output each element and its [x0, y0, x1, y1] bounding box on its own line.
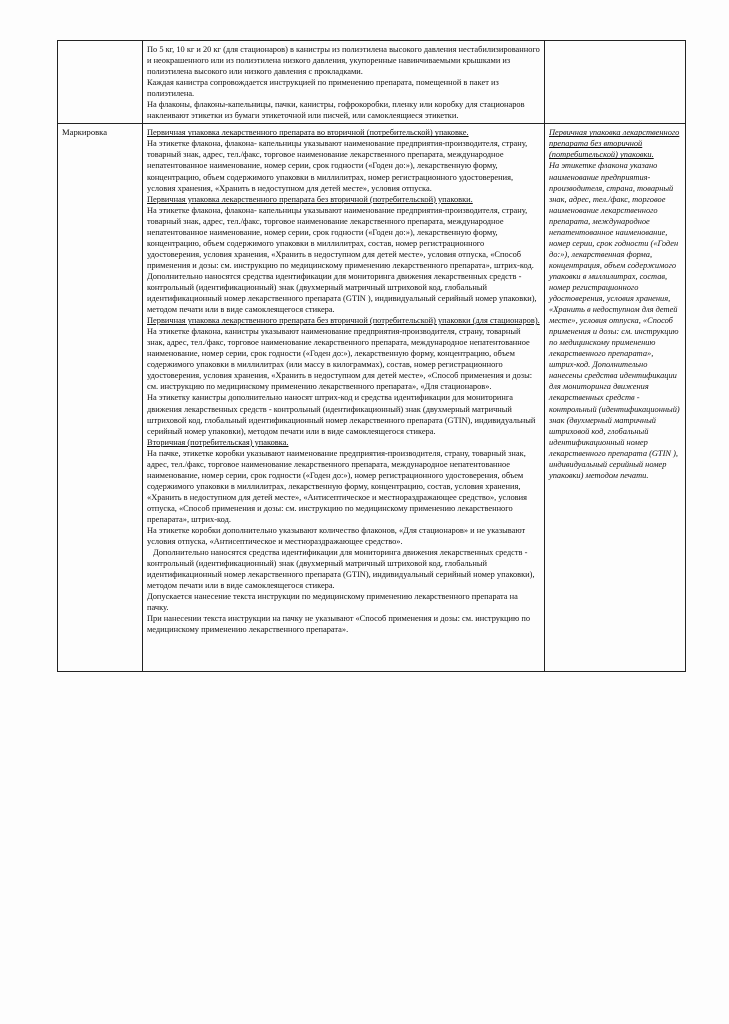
paragraph: На флаконы, флаконы-капельницы, пачки, канистры, гофрокоробки, пленку или коробку для стационаров наклеивают этикетки из бумаги этикеточной или писчей, или самоклеящиеся этикетки.	[147, 100, 525, 121]
paragraph: Дополнительно наносятся средства идентификации для мониторинга движения лекарственных средств - контрольный (идентификационный) знак (двухмерный матричный штриховой код, глобальный идентификационный номер лекарственного препарата (GTIN ), индивидуальный серийный номер упаковки), методом печати или в виде самоклеящегося стикера.	[147, 271, 537, 315]
paragraph: Каждая канистра сопровождается инструкцией по применению препарата, помещенной в пакет из полиэтилена.	[147, 78, 499, 99]
row-label-cell	[58, 124, 143, 672]
section-heading: Первичная упаковка лекарственного препарата во вторичной (потребительской) упаковке.	[147, 128, 469, 138]
spacer	[147, 635, 540, 669]
row-label: Маркировка	[62, 127, 108, 138]
paragraph: На этикетке флакона, флакона- капельницы указывают наименование предприятия-производителя, страну, товарный знак, адрес, тел./факс, торговое наименование лекарственного препарата, международное непатентованное наименование, номер серии, срок годности («Годен до:»), лекарственную форму, концентрацию, объем содержимого упаковки в миллилитрах, состав, номер регистрационного удостоверения, условия хранения, «Хранить в недоступном для детей месте», условия отпуска, «Способ применения и дозы: см. инструкцию по медицинскому применению лекарственного препарата», штрих-код.	[147, 205, 534, 270]
document-table	[57, 40, 686, 672]
paragraph: Допускается нанесение текста инструкции по медицинскому применению лекарственного препарата на пачку.	[147, 592, 518, 613]
section-heading: Вторичная (потребительская) упаковка.	[147, 437, 289, 447]
row-label-cell	[58, 41, 143, 124]
paragraph: При нанесении текста инструкции на пачку не указывают «Способ применения и дозы: см. инструкцию по медицинскому применению лекарственного препарата».	[147, 614, 531, 635]
main-text-cell	[143, 41, 545, 124]
paragraph: На пачке, этикетке коробки указывают наименование предприятия-производителя, страну, товарный знак, адрес, тел./факс, торговое наименование лекарственного препарата, международное непатентованное наименование, номер серии, срок годности («Годен до:»), номер регистрационного удостоверения, объем содержимого упаковки в миллилитрах, лекарственную форму, концентрацию, состав, условия хранения, «Хранить в недоступном для детей месте», «Антисептическое и местнораздражающее средство», условия отпуска, «Способ применения и дозы: см. инструкцию по медицинскому применению лекарственного препарата», штрих-код.	[147, 448, 527, 524]
section-heading: Первичная упаковка лекарственного препарата без вторичной (потребительской) упаковки (для стационаров).	[147, 316, 540, 326]
paragraph: На этикетке флакона, флакона- капельницы указывают наименование предприятия-производителя, страну, товарный знак, адрес, тел./факс, торговое наименование лекарственного препарата, международное непатентованное наименование, номер серии, срок годности («Годен до:»), лекарственную форму, концентрацию, объем содержимого упаковки в миллилитрах, номер регистрационного удостоверения, условия хранения, «Хранить в недоступном для детей месте», условия отпуска.	[147, 139, 528, 193]
table-row-packaging	[58, 41, 686, 124]
main-text-cell	[143, 124, 545, 672]
section-heading: Первичная упаковка лекарственного препарата без вторичной (потребительской) упаковки.	[147, 194, 473, 204]
paragraph: По 5 кг, 10 кг и 20 кг (для стационаров) в канистры из полиэтилена высокого давления нестабилизированного и неокрашенного или из полиэтилена низкого давления, укупоренные навинчиваемыми крышками из полиэтилена высокого или низкого давления с прокладками.	[147, 45, 540, 77]
paragraph: Дополнительно наносятся средства идентификации для мониторинга движения лекарственных средств - контрольный (идентификационный) знак (двухмерный матричный штриховой код, глобальный идентификационный номер лекарственного препарата (GTIN), индивидуальный серийный номер упаковки), методом печати или в виде самоклеящегося стикера.	[147, 548, 535, 591]
table-row-marking	[58, 124, 686, 672]
note-heading: Первичная упаковка лекарственного препарата без вторичной (потребительской) упаковки.	[549, 128, 680, 160]
note-cell	[545, 124, 686, 672]
paragraph: На этикетку канистры дополнительно наносят штрих-код и средства идентификации для мониторинга движения лекарственных средств - контрольный (идентификационный) знак (двухмерный матричный штриховой код, глобальный идентификационный номер лекарственного препарата (GTIN), индивидуальный серийный номер упаковки), методом печати или в виде самоклеящегося стикера.	[147, 393, 536, 436]
paragraph: На этикетке флакона, канистры указывают наименование предприятия-производителя, страну, товарный знак, адрес, тел./факс, торговое наименование лекарственного препарата, международное непатентованное наименование, номер серии, срок годности («Годен до:»), лекарственную форму, концентрацию, объем содержимого упаковки в миллилитрах (или массу в килограммах), состав, номер регистрационного удостоверения, условия хранения, «Хранить в недоступном для детей месте», «Способ применения и дозы: см. инструкцию по медицинскому применению лекарственного препарата», «Для стационаров».	[147, 327, 533, 392]
paragraph: На этикетке коробки дополнительно указывают количество флаконов, «Для стационаров» и не указывают условия отпуска, «Антисептическое и местнораздражающее средство».	[147, 526, 526, 547]
note-paragraph: На этикетке флакона указано наименование предприятия-производителя, страна, товарный знак, адрес, тел./факс, торговое наименование лекарственного препарата, международное непатентованное наименование, номер серии, срок годности («Годен до:»), лекарственная форма, концентрация, объем содержимого упаковки в миллилитрах, состав, номер регистрационного удостоверения, условия хранения, «Хранить в недоступном для детей месте», условия отпуска, «Способ применения и дозы: см. инструкцию по медицинскому применению лекарственного препарата», штрих-код. Дополнительно нанесены средства идентификации для мониторинга движения лекарственных средств - контрольный (идентификационный) знак (двухмерный матричный штриховой код, глобальный идентификационный номер лекарственного препарата (GTIN ), индивидуальный серийный номер упаковки) методом печати.	[549, 161, 680, 480]
note-cell	[545, 41, 686, 124]
